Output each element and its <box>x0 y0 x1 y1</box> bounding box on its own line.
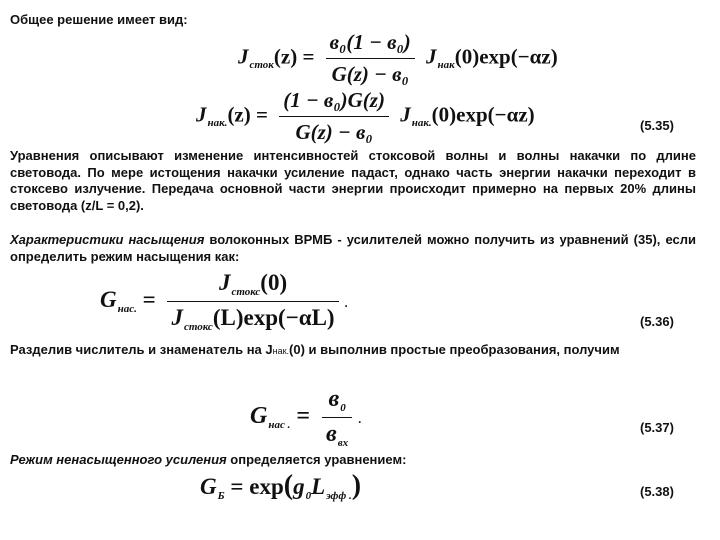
term-saturation-characteristics: Характеристики насыщения <box>10 232 205 247</box>
equation-saturation-gain-fraction: $\frac{J_{стокс}(0)}{J_{стокс}(L)\exp(-\alpha L)}$ <box>167 270 338 333</box>
equation-stokes-fraction: $\frac{\text{в₀(1 − в₀)}}{\text{G(z) − в₀}}$ <box>326 30 415 87</box>
intro-text: Общее решение имеет вид: <box>10 12 188 27</box>
equation-number-5-36: (5.36) <box>640 314 674 329</box>
equation-number-5-35: (5.35) <box>640 118 674 133</box>
equation-pump-fraction: $\frac{\text{(1 − в₀)G(z)}}{\text{G(z) − в₀}}$ <box>279 88 389 145</box>
paragraph-unsaturated: Режим ненасыщенного усиления определяется уравнением: <box>10 452 407 467</box>
paragraph-intensity-description: Уравнения описывают изменение интенсивностей стоксовой волны и волны накачки по длине световода. По мере истощения накачки усиление падаст, однако часть энергии накачки переходит в стоксево излучение. Передача основной части энергии происходит примерно на первых 20% длины световода (z/L = 0,2). <box>10 148 696 213</box>
term-unsaturated-regime: Режим ненасыщенного усиления <box>10 452 227 467</box>
equation-number-5-38: (5.38) <box>640 484 674 499</box>
equation-unsaturated-gain: $G_Б = \exp(g_0L_{эфф .})$ <box>200 470 362 502</box>
equation-saturation-ratio-fraction: $\frac{в_0}{в_{вх}}$ <box>322 386 352 449</box>
equation-pump: $J_{нак.}(z)$ = $\frac{\text{(1 − в₀)G(z)}}{\text{G(z) − в₀}}$ $J_{нак.}(0)\exp(-\alpha z)$ <box>196 88 535 144</box>
equation-number-5-37: (5.37) <box>640 420 674 435</box>
paragraph-saturation: Характеристики насыщения волоконных ВРМБ - усилителей можно получить из уравнений (35), если определить режим насыщения как: <box>10 232 696 264</box>
equation-stokes: $J_{сток}(z)$ = $\frac{\text{в₀(1 − в₀)}}{\text{G(z) − в₀}}$ $J_{нак}(0)\exp(-\alpha z)$ <box>238 30 558 86</box>
equation-saturation-gain: $G_{нас.}$ = $\frac{J_{стокс}(0)}{J_{стокс}(L)\exp(-\alpha L)}$ . <box>100 270 348 333</box>
equation-saturation-ratio: $G_{нас .}$ = $\frac{в_0}{в_{вх}}$ . <box>250 386 362 449</box>
paragraph-division: Разделив числитель и знаменатель на Jнак.(0) и выполнив простые преобразования, получим <box>10 342 620 357</box>
